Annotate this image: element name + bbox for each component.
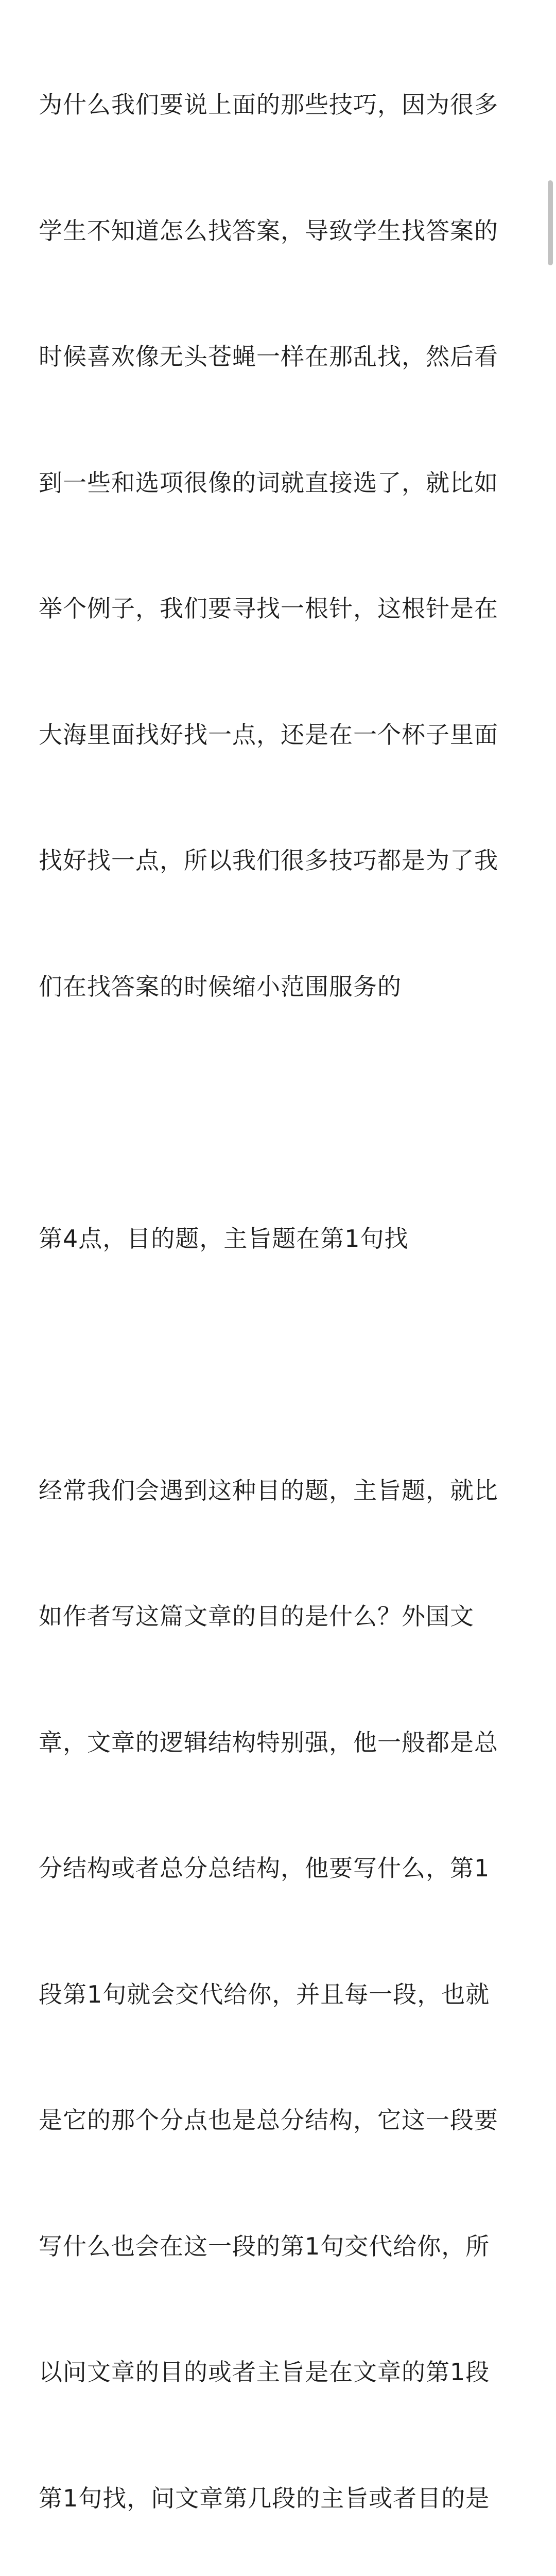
paragraph-gap: [39, 1092, 517, 1134]
text-line: 为什么我们要说上面的那些技巧，因为很多: [39, 84, 517, 126]
text-line: 举个例子，我们要寻找一根针，这根针是在: [39, 588, 517, 630]
text-line: 学生不知道怎么找答案，导致学生找答案的: [39, 210, 517, 252]
text-line: 找好找一点，所以我们很多技巧都是为了我: [39, 840, 517, 882]
text-line: 如作者写这篇文章的目的是什么？外国文: [39, 1596, 517, 1638]
text-line: 段第1句就会交代给你，并且每一段，也就: [39, 1974, 517, 2016]
text-line: 以问文章的目的或者主旨是在文章的第1段: [39, 2351, 517, 2394]
scrollbar-thumb[interactable]: [548, 180, 553, 265]
paragraph-why-techniques: [39, 0, 517, 1092]
text-line: 章，文章的逻辑结构特别强，他一般都是总: [39, 1722, 517, 1764]
article-body: [39, 0, 517, 2576]
text-line: 大海里面找好找一点，还是在一个杯子里面: [39, 714, 517, 756]
paragraph-gap: [39, 1344, 517, 1386]
vertical-scrollbar[interactable]: [544, 0, 556, 963]
paragraph-purpose-questions: [39, 1386, 517, 2576]
text-line: 写什么也会在这一段的第1句交代给你，所: [39, 2226, 517, 2268]
text-line: 第1句找，问文章第几段的主旨或者目的是: [39, 2478, 517, 2520]
section-heading: [39, 1134, 517, 1344]
heading-line: 第4点，目的题，主旨题在第1句找: [39, 1218, 517, 1260]
text-line: 到一些和选项很像的词就直接选了，就比如: [39, 462, 517, 504]
text-line: 经常我们会遇到这种目的题，主旨题，就比: [39, 1470, 517, 1512]
text-line: 们在找答案的时候缩小范围服务的: [39, 966, 517, 1008]
text-line: 是它的那个分点也是总分结构，它这一段要: [39, 2099, 517, 2142]
text-line: 分结构或者总分总结构，他要写什么，第1: [39, 1848, 517, 1890]
text-line: 时候喜欢像无头苍蝇一样在那乱找，然后看: [39, 336, 517, 378]
